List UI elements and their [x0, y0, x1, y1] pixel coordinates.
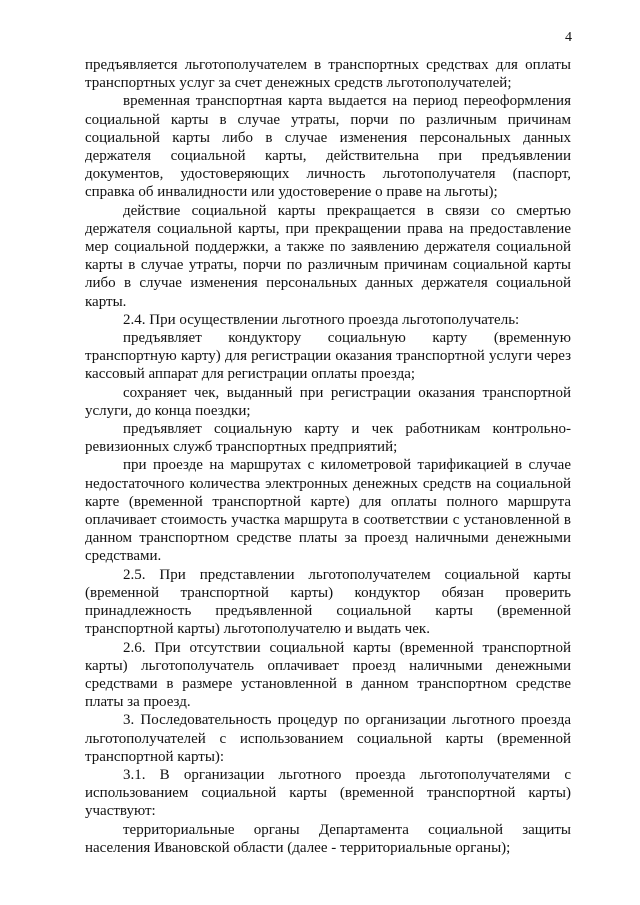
- paragraph: 2.4. При осуществлении льготного проезда льготополучатель:: [123, 311, 520, 328]
- paragraph: сохраняет чек, выданный при регистрации оказания транспортной услуги, до конца поездки;: [85, 384, 571, 419]
- paragraph: при проезде на маршрутах с километровой тарификацией в случае недостаточного количества электронных денежных средств на социальной карте (временной транспортной карте) для оплаты полного маршрута оплачивает стоимость участка маршрута в соответствии с установленной в данном транспортном средстве платы за проезд наличными денежными средствами.: [85, 457, 571, 565]
- paragraph: 2.6. При отсутствии социальной карты (временной транспортной карты) льготополучатель оплачивает проезд наличными денежными средствами в размере установленной в данном транспортном средстве платы за проезд.: [85, 639, 571, 711]
- paragraph: действие социальной карты прекращается в связи со смертью держателя социальной карты, при прекращении права на предоставление мер социальной поддержки, а также по заявлению держателя социальной карты в случае утраты, порчи по различным причинам социальной карты либо в случае изменения персональных данных держателя социальной карты.: [85, 202, 571, 310]
- document-body: [85, 56, 571, 857]
- paragraph: 3.1. В организации льготного проезда льготополучателями с использованием социальной карты (временной транспортной карты) участвуют:: [85, 766, 571, 820]
- paragraph: временная транспортная карта выдается на период переоформления социальной карты в случае утраты, порчи по различным причинам социальной карты либо в случае изменения персональных данных держателя социальной карты, действительна при предъявлении документов, удостоверяющих личность льготополучателя (паспорт, справка об инвалидности или удостоверение о праве на льготы);: [85, 93, 571, 201]
- page-number: 4: [565, 30, 572, 45]
- paragraph: 3. Последовательность процедур по организации льготного проезда льготополучателей с использованием социальной карты (временной транспортной карты):: [85, 712, 571, 765]
- paragraph: 2.5. При представлении льготополучателем социальной карты (временной транспортной карты) кондуктор обязан проверить принадлежность предъявленной социальной карты (временной транспортной карты) льготополучателю и выдать чек.: [85, 566, 571, 638]
- paragraph: предъявляется льготополучателем в транспортных средствах для оплаты транспортных услуг за счет денежных средств льготополучателей;: [85, 57, 571, 92]
- paragraph: территориальные органы Департамента социальной защиты населения Ивановской области (далее - территориальные органы);: [85, 821, 571, 856]
- paragraph: предъявляет социальную карту и чек работникам контрольно-ревизионных служб транспортных предприятий;: [85, 421, 571, 456]
- paragraph: предъявляет кондуктору социальную карту (временную транспортную карту) для регистрации оказания транспортной услуги через кассовый аппарат для регистрации оплаты проезда;: [85, 330, 571, 383]
